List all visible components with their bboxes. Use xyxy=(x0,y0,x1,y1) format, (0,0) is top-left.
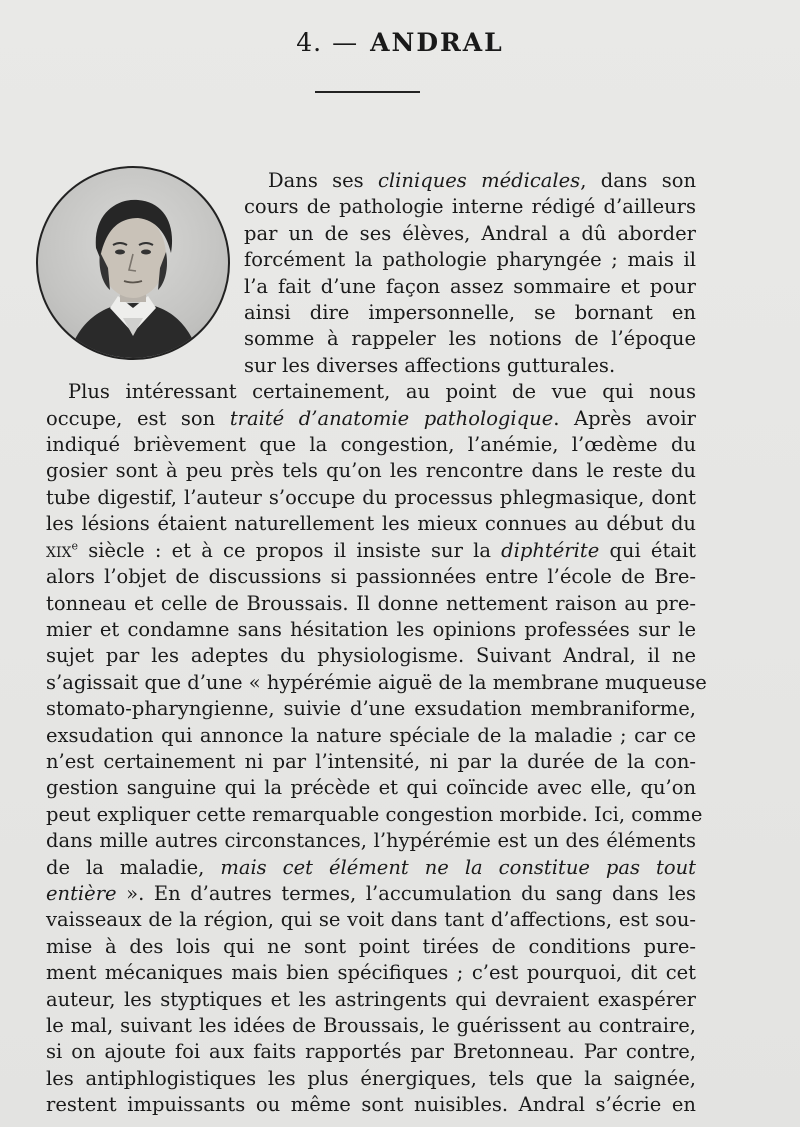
superscript-run: e xyxy=(71,539,78,553)
text-run: de la maladie, xyxy=(46,855,221,879)
text-run: qui était xyxy=(599,538,696,562)
text-line xyxy=(46,353,696,379)
text-run: gestion sanguine qui la précède et qui coïncide avec elle, qu’on xyxy=(46,776,696,800)
text-run: indiqué brièvement que la congestion, l’anémie, l’œdème du xyxy=(46,433,696,457)
italic-run: diphtérite xyxy=(501,538,600,562)
text-run: restent impuissants ou même sont nuisibles. Andral s’écrie en xyxy=(46,1093,696,1117)
text-line xyxy=(46,802,703,828)
text-line xyxy=(46,617,696,643)
text-run: tube digestif, l’auteur s’occupe du processus phlegmasique, dont xyxy=(46,485,696,509)
text-line xyxy=(46,458,696,484)
text-run: exsudation qui annonce la nature spéciale de la maladie ; car ce xyxy=(46,723,696,747)
text-run: ». En d’autres termes, l’accumulation du sang dans les xyxy=(116,881,696,905)
text-line xyxy=(46,1039,696,1065)
text-line xyxy=(46,221,696,247)
text-run: l’a fait d’une façon assez sommaire et pour xyxy=(244,274,696,298)
text-line xyxy=(46,564,696,590)
text-line xyxy=(46,855,696,881)
text-line xyxy=(46,881,696,907)
text-run: sujet par les adeptes du physiologisme. Suivant Andral, il ne xyxy=(46,644,696,668)
text-run: ment mécaniques mais bien spécifiques ; c’est pourquoi, dit cet xyxy=(46,961,696,985)
body-text xyxy=(46,168,707,1119)
text-run: n’est certainement ni par l’intensité, ni par la durée de la con- xyxy=(46,749,696,773)
text-line xyxy=(46,987,696,1013)
text-line xyxy=(46,775,696,801)
text-line xyxy=(46,591,696,617)
text-line xyxy=(46,828,696,854)
text-run: somme à rappeler les notions de l’époque xyxy=(244,327,696,351)
text-line xyxy=(46,485,696,511)
text-line xyxy=(46,960,696,986)
text-run: cours de pathologie interne rédigé d’ailleurs xyxy=(244,195,696,219)
chapter-heading xyxy=(0,28,800,57)
text-run: , dans son xyxy=(580,169,697,192)
text-run: le mal, suivant les idées de Broussais, le guérissent au contraire, xyxy=(46,1014,696,1037)
text-line xyxy=(46,379,696,405)
text-line xyxy=(46,696,696,722)
italic-run: cliniques médicales xyxy=(378,169,581,192)
text-line xyxy=(46,749,696,775)
text-run: les lésions étaient naturellement les mieux connues au début du xyxy=(46,512,696,536)
text-run: siècle : et à ce propos il insiste sur la xyxy=(77,538,502,562)
text-run: tonneau et celle de Broussais. Il donne nettement raison au pre- xyxy=(46,591,696,615)
text-line xyxy=(46,194,696,220)
text-run: si on ajoute foi aux faits rapportés par Bretonneau. Par contre, xyxy=(46,1040,696,1064)
text-line xyxy=(46,1092,696,1118)
text-line xyxy=(46,907,696,933)
text-run: sur les diverses affections gutturales. xyxy=(244,353,616,377)
text-run: alors l’objet de discussions si passionnées entre l’école de Bre- xyxy=(46,565,696,589)
text-run: auteur, les styptiques et les astringents qui devraient exaspérer xyxy=(46,987,696,1011)
text-run: s’agissait que d’une « hypérémie aiguë de la membrane muqueuse xyxy=(46,670,707,694)
text-line xyxy=(46,538,696,564)
text-line xyxy=(46,723,696,749)
text-line xyxy=(46,1013,696,1039)
small-caps-run: xix xyxy=(46,538,72,562)
text-run: stomato-pharyngienne, suivie d’une exsudation membraniforme, xyxy=(46,697,696,721)
text-run: occupe, est son xyxy=(46,406,230,430)
text-line xyxy=(46,406,696,432)
text-run: les antiphlogistiques les plus énergiques, tels que la saignée, xyxy=(46,1066,696,1090)
text-run: ainsi dire impersonnelle, se bornant en xyxy=(244,301,696,325)
chapter-title: ANDRAL xyxy=(370,28,504,57)
text-line xyxy=(46,432,696,458)
text-run: . Après avoir xyxy=(553,406,696,430)
italic-run: entière xyxy=(46,881,117,905)
text-run: peut expliquer cette remarquable congestion morbide. Ici, comme xyxy=(46,802,703,826)
text-run: forcément la pathologie pharyngée ; mais il xyxy=(244,248,696,272)
text-line xyxy=(46,934,696,960)
heading-rule xyxy=(315,91,420,93)
text-run: par un de ses élèves, Andral a dû aborder xyxy=(244,221,696,245)
text-line xyxy=(46,511,696,537)
text-line xyxy=(46,247,696,273)
text-line xyxy=(46,643,696,669)
text-run: gosier sont à peu près tels qu’on les rencontre dans le reste du xyxy=(46,459,696,483)
text-line xyxy=(46,274,696,300)
text-line xyxy=(46,168,696,194)
italic-run: mais cet élément ne la constitue pas tout xyxy=(220,855,697,879)
text-line xyxy=(46,670,707,696)
text-run: dans mille autres circonstances, l’hypérémie est un des éléments xyxy=(46,829,696,853)
text-line xyxy=(46,326,696,352)
italic-run: traité d’anatomie pathologique xyxy=(229,406,554,430)
chapter-number: 4. xyxy=(296,28,323,57)
text-line xyxy=(46,300,696,326)
text-run: mise à des lois qui ne sont point tirées de conditions pure- xyxy=(46,934,696,958)
heading-dash: — xyxy=(332,28,359,57)
text-run: mier et condamne sans hésitation les opinions professées sur le xyxy=(46,617,696,641)
text-run: vaisseaux de la région, qui se voit dans tant d’affections, est sou- xyxy=(46,908,696,932)
text-run: Dans ses xyxy=(268,169,379,192)
text-line xyxy=(46,1066,696,1092)
text-run: Plus intéressant certainement, au point de vue qui nous xyxy=(68,380,696,404)
